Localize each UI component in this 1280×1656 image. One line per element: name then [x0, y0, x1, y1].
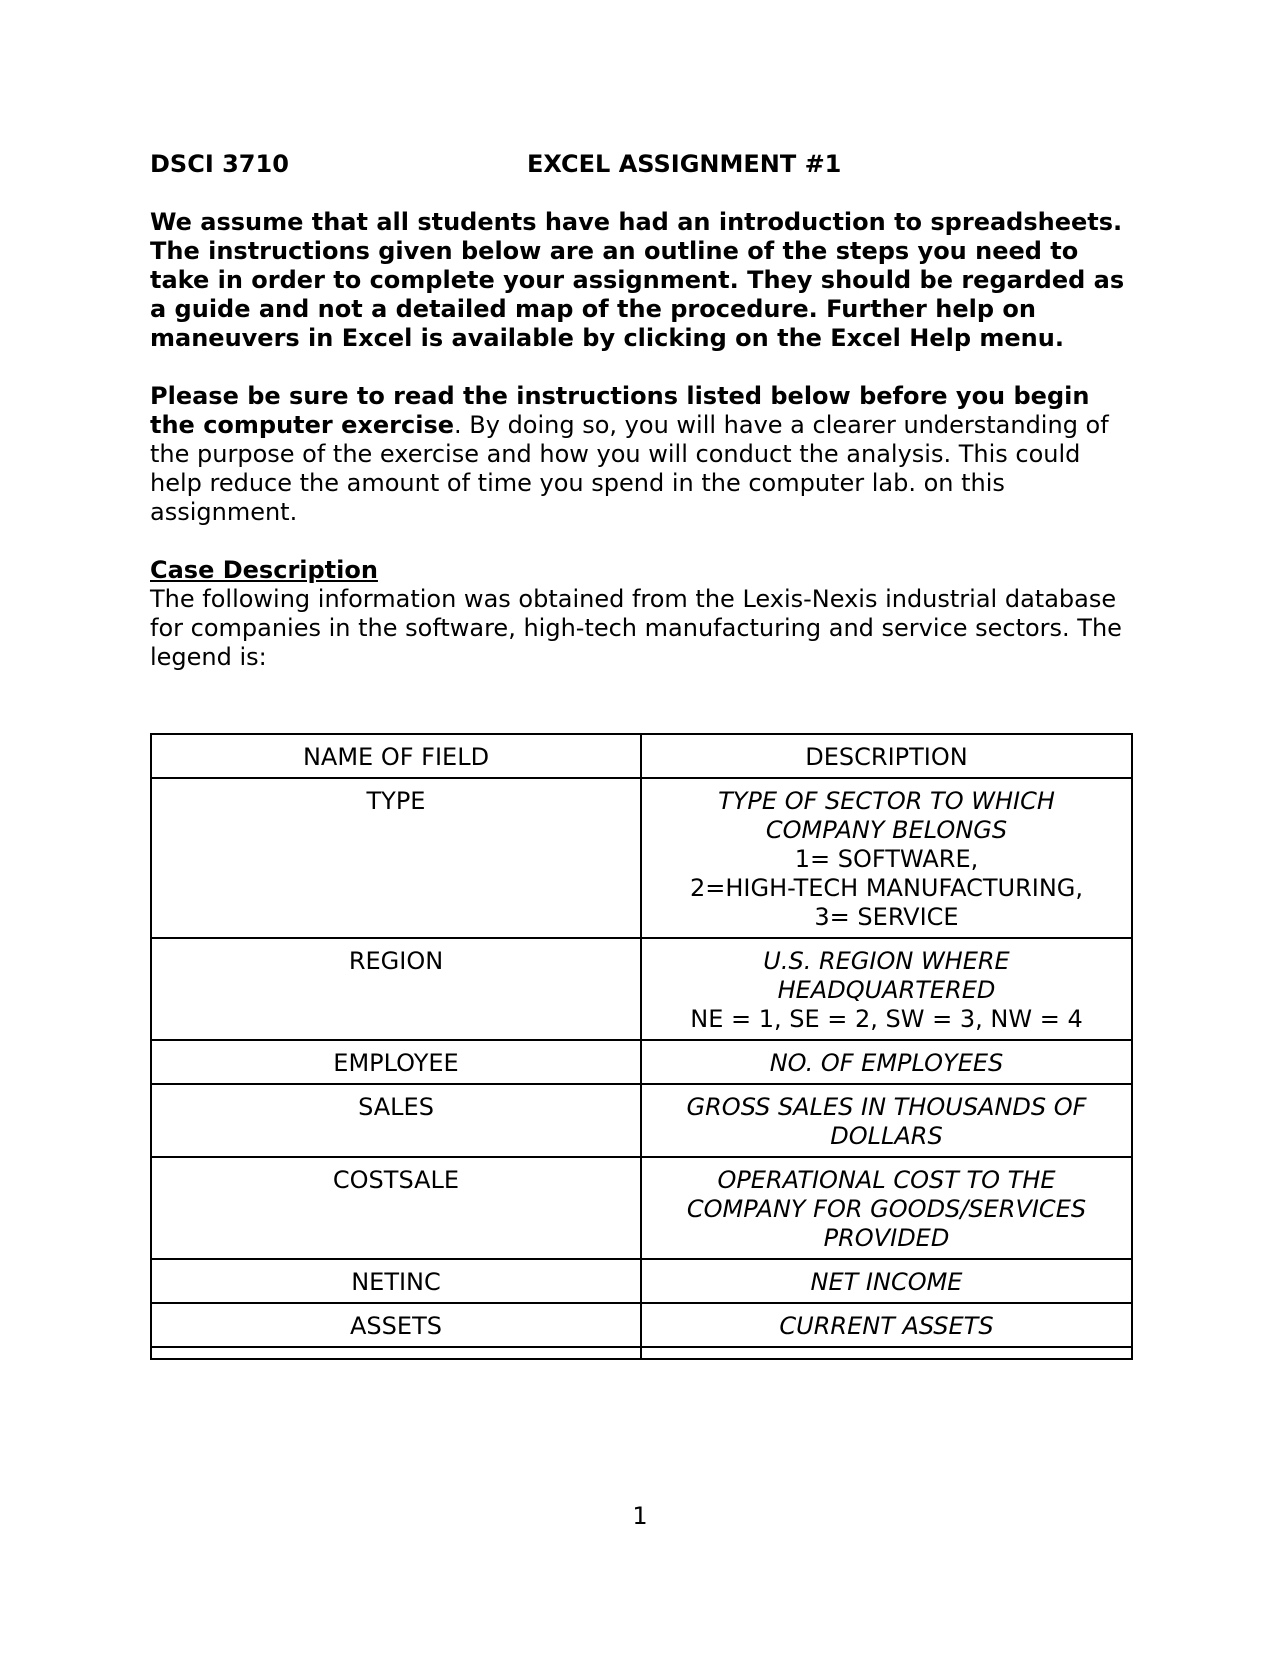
description-line: DOLLARS [830, 1122, 943, 1150]
empty-cell [641, 1347, 1132, 1359]
table-row [151, 1303, 1132, 1347]
field-description-cell [641, 1084, 1132, 1157]
description-code-line: 2=HIGH-TECH MANUFACTURING, [689, 874, 1084, 902]
description-line: CURRENT ASSETS [779, 1312, 994, 1340]
description-line: NO. OF EMPLOYEES [769, 1049, 1004, 1077]
table-row [151, 938, 1132, 1040]
field-name-cell: ASSETS [151, 1303, 641, 1347]
table-row [151, 1259, 1132, 1303]
legend-header-row [151, 734, 1132, 778]
field-description-cell [641, 938, 1132, 1040]
description-line: U.S. REGION WHERE [763, 947, 1010, 975]
empty-cell [151, 1347, 641, 1359]
field-description-cell [641, 1040, 1132, 1084]
description-line: GROSS SALES IN THOUSANDS OF [686, 1093, 1087, 1121]
field-name-cell: SALES [151, 1084, 641, 1157]
description-line: HEADQUARTERED [777, 976, 996, 1004]
table-row [151, 778, 1132, 938]
field-description-cell [641, 778, 1132, 938]
table-row [151, 1084, 1132, 1157]
field-description-cell [641, 1259, 1132, 1303]
notice-paragraph [150, 382, 1130, 527]
legend-header-field: NAME OF FIELD [151, 734, 641, 778]
description-line: COMPANY FOR GOODS/SERVICES [686, 1195, 1087, 1223]
intro-paragraph: We assume that all students have had an introduction to spreadsheets. The instructions given below are an outline of the steps you need to take in order to complete your assignment. They should be regarded as a guide and not a detailed map of the procedure. Further help on maneuvers in Excel is available by clicking on the Excel Help menu. [150, 208, 1125, 352]
table-row [151, 1157, 1132, 1259]
description-line: OPERATIONAL COST TO THE [717, 1166, 1056, 1194]
field-name-cell: EMPLOYEE [151, 1040, 641, 1084]
field-name-cell: TYPE [151, 778, 641, 938]
page-number: 1 [632, 1502, 648, 1530]
assignment-title: EXCEL ASSIGNMENT #1 [527, 150, 842, 178]
course-code: DSCI 3710 [150, 150, 289, 178]
description-line: PROVIDED [823, 1224, 950, 1252]
field-name-cell: REGION [151, 938, 641, 1040]
case-description-text: The following information was obtained from the Lexis-Nexis industrial database for companies in the software, high-tech manufacturing and service sectors. The legend is: [150, 585, 1122, 671]
table-row [151, 1040, 1132, 1084]
legend-table [150, 733, 1133, 1360]
notice-bold-text: Please be sure to read the instructions listed below before you begin the computer exercise [150, 382, 1090, 439]
description-line: COMPANY BELONGS [765, 816, 1008, 844]
description-line: TYPE OF SECTOR TO WHICH [718, 787, 1055, 815]
field-description-cell [641, 1303, 1132, 1347]
description-code-line: NE = 1, SE = 2, SW = 3, NW = 4 [690, 1005, 1083, 1033]
empty-table-row [151, 1347, 1132, 1359]
description-code-line: 1= SOFTWARE, [794, 845, 979, 873]
description-line: NET INCOME [810, 1268, 963, 1296]
document-header [150, 150, 1130, 179]
field-description-cell [641, 1157, 1132, 1259]
field-name-cell: COSTSALE [151, 1157, 641, 1259]
field-name-cell: NETINC [151, 1259, 641, 1303]
case-description-heading: Case Description [150, 556, 378, 584]
description-code-line: 3= SERVICE [814, 903, 959, 931]
document-page [150, 150, 1130, 672]
legend-header-description: DESCRIPTION [641, 734, 1132, 778]
notice-plain-text: . By doing so, you will have a clearer understanding of the purpose of the exercise and how you will conduct the analysis. This could help reduce the amount of time you spend in the computer lab. on this assignment. [150, 411, 1109, 526]
